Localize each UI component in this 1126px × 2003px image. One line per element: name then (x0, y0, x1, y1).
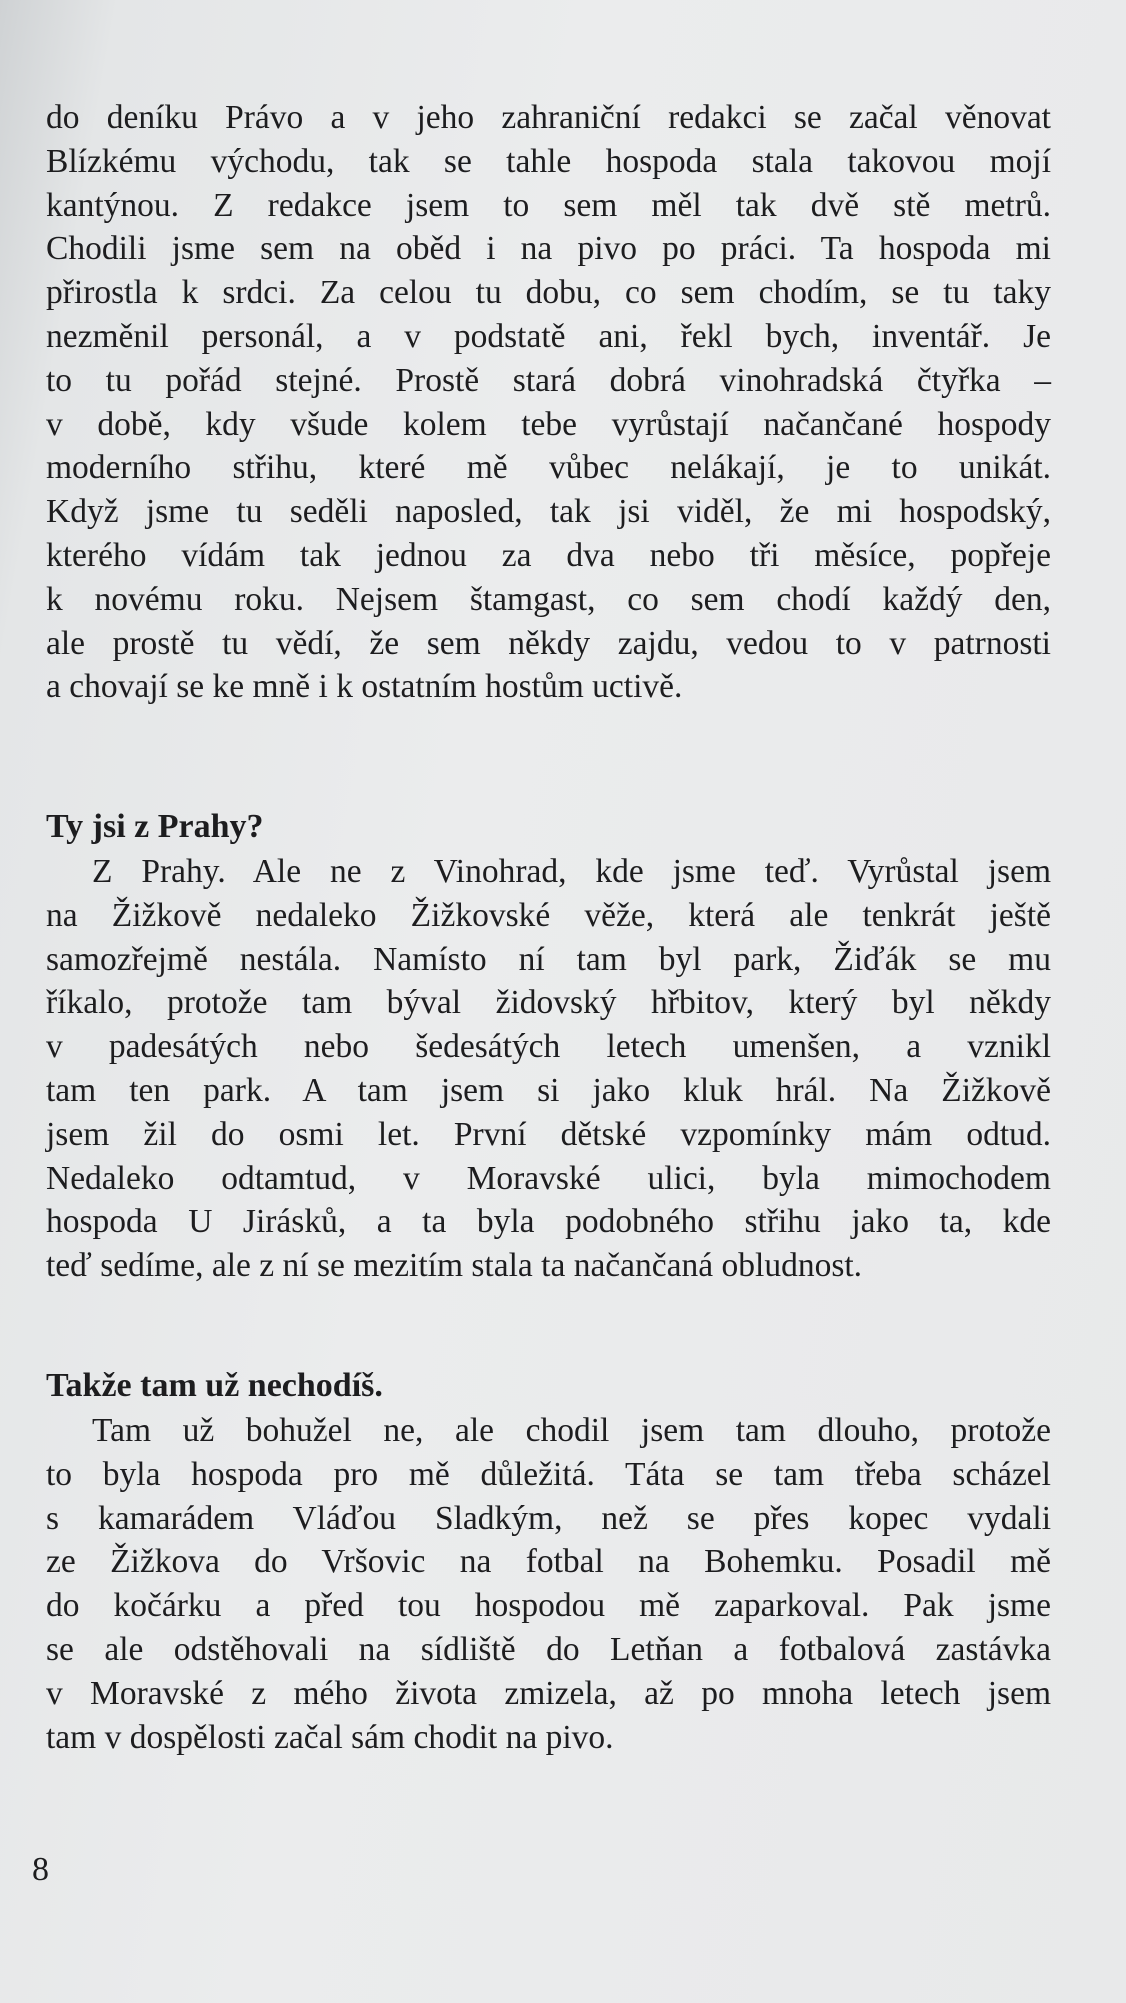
paragraph-1-line: přirostla k srdci. Za celou tu dobu, co sem chodím, se tu taky (46, 274, 1051, 312)
paragraph-2-line: říkalo, protože tam býval židovský hřbitov, který byl někdy (46, 984, 1051, 1022)
paragraph-3-line: do kočárku a před tou hospodou mě zaparkoval. Pak jsme (46, 1587, 1051, 1625)
paragraph-1-line: moderního střihu, které mě vůbec nelákají, je to unikát. (46, 449, 1051, 487)
paragraph-1-line: nezměnil personál, a v podstatě ani, řekl bych, inventář. Je (46, 317, 1051, 355)
paragraph-2-line: jsem žil do osmi let. První dětské vzpomínky mám odtud. (46, 1115, 1051, 1153)
paragraph-1-line: to tu pořád stejné. Prostě stará dobrá vinohradská čtyřka – (46, 361, 1051, 399)
paragraph-1-line: a chovají se ke mně i k ostatním hostům uctivě. (46, 668, 683, 706)
paragraph-1-line: Chodili jsme sem na oběd i na pivo po práci. Ta hospoda mi (46, 230, 1051, 268)
paragraph-1-line: do deníku Právo a v jeho zahraniční redakci se začal věnovat (46, 99, 1051, 136)
paragraph-2-line: v padesátých nebo šedesátých letech umenšen, a vznikl (46, 1028, 1051, 1066)
paragraph-2-line: tam ten park. A tam jsem si jako kluk hrál. Na Žižkově (46, 1071, 1051, 1109)
paragraph-1-line: v době, kdy všude kolem tebe vyrůstají načančané hospody (46, 405, 1051, 443)
paragraph-1-line: ale prostě tu vědí, že sem někdy zajdu, vedou to v patrnosti (46, 624, 1051, 662)
paragraph-1-line: Když jsme tu seděli naposled, tak jsi viděl, že mi hospodský, (46, 493, 1051, 531)
paragraph-2-line: na Žižkově nedaleko Žižkovské věže, která ale tenkrát ještě (46, 896, 1051, 934)
paragraph-3-line: to byla hospoda pro mě důležitá. Táta se tam třeba scházel (46, 1455, 1051, 1493)
paragraph-2-line: teď sedíme, ale z ní se mezitím stala ta načančaná obludnost. (46, 1247, 863, 1285)
paragraph-2-line: samozřejmě nestála. Namísto ní tam byl park, Žiďák se mu (46, 940, 1051, 978)
paragraph-3 (46, 1409, 1051, 1759)
question-heading-1: Ty jsi z Prahy? (46, 808, 264, 845)
paragraph-1-line: k novému roku. Nejsem štamgast, co sem chodí každý den, (46, 580, 1051, 618)
paragraph-3-line: ze Žižkova do Vršovic na fotbal na Bohemku. Posadil mě (46, 1543, 1051, 1581)
page-number: 8 (32, 1851, 49, 1888)
paragraph-1-line: kantýnou. Z redakce jsem to sem měl tak dvě stě metrů. (46, 186, 1051, 224)
paragraph-3-line: s kamarádem Vláďou Sladkým, než se přes kopec vydali (46, 1499, 1051, 1537)
paragraph-3-line: tam v dospělosti začal sám chodit na pivo. (46, 1718, 614, 1756)
paragraph-1 (46, 96, 1051, 709)
paragraph-1-line: kterého vídám tak jednou za dva nebo tři měsíce, popřeje (46, 536, 1051, 574)
paragraph-2-line: Z Prahy. Ale ne z Vinohrad, kde jsme teď. Vyrůstal jsem (92, 853, 1051, 890)
paragraph-3-line: se ale odstěhovali na sídliště do Letňan a fotbalová zastávka (46, 1630, 1051, 1668)
paragraph-2 (46, 850, 1051, 1288)
paragraph-3-line: Tam už bohužel ne, ale chodil jsem tam dlouho, protože (92, 1412, 1051, 1449)
paragraph-2-line: Nedaleko odtamtud, v Moravské ulici, byla mimochodem (46, 1159, 1051, 1197)
paragraph-1-line: Blízkému východu, tak se tahle hospoda stala takovou mojí (46, 142, 1051, 180)
paragraph-2-line: hospoda U Jirásků, a ta byla podobného střihu jako ta, kde (46, 1203, 1051, 1241)
question-heading-2: Takže tam už nechodíš. (46, 1367, 383, 1404)
paragraph-3-line: v Moravské z mého života zmizela, až po mnoha letech jsem (46, 1674, 1051, 1712)
